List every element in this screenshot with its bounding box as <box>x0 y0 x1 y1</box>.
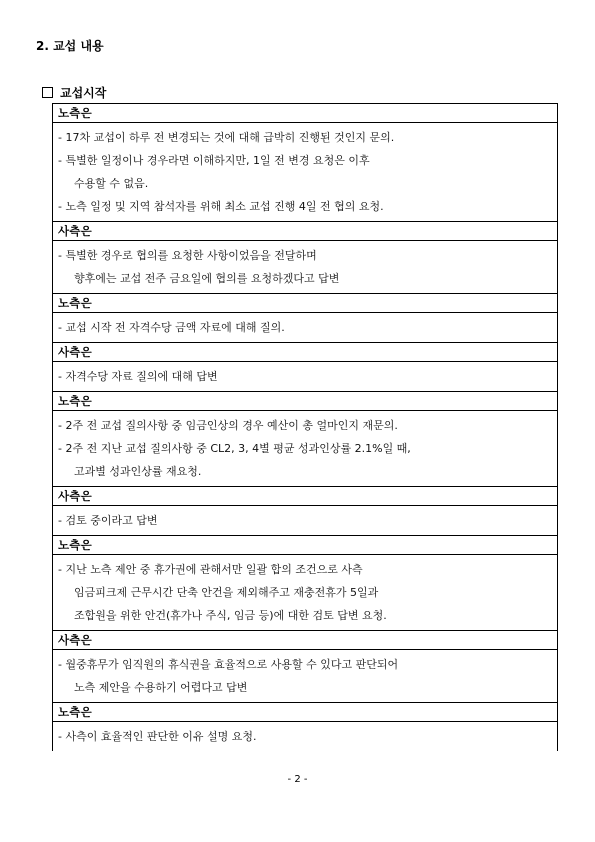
statement-body <box>53 362 557 392</box>
statement-line: - 자격수당 자료 질의에 대해 답변 <box>58 370 218 383</box>
statement-body <box>53 241 557 294</box>
statement-line: - 2주 전 교섭 질의사항 중 임금인상의 경우 예산이 총 얼마인지 재문의. <box>58 419 398 432</box>
statement-line: - 월중휴무가 임직원의 휴식권을 효율적으로 사용할 수 있다고 판단되어 <box>58 658 399 671</box>
speaker-header: 노측은 <box>53 392 557 411</box>
statement-body <box>53 650 557 703</box>
speaker-header: 노측은 <box>53 104 557 123</box>
statement-line: 노측 제안을 수용하기 어렵다고 답변 <box>74 681 248 694</box>
statement-line: 향후에는 교섭 전주 금요일에 협의를 요청하겠다고 답변 <box>74 272 340 285</box>
speaker-header: 노측은 <box>53 294 557 313</box>
speaker-header: 노측은 <box>53 536 557 555</box>
statement-body <box>53 722 557 751</box>
minutes-table <box>52 103 558 751</box>
statement-line: - 교섭 시작 전 자격수당 금액 자료에 대해 질의. <box>58 321 285 334</box>
statement-body <box>53 555 557 631</box>
subsection-title: 교섭시작 <box>60 86 107 100</box>
statement-body <box>53 506 557 536</box>
statement-line: 고과별 성과인상률 재요청. <box>74 465 202 478</box>
speaker-header: 사측은 <box>53 343 557 362</box>
statement-body <box>53 123 557 222</box>
statement-body <box>53 313 557 343</box>
speaker-header: 노측은 <box>53 703 557 722</box>
page-number: - 2 - <box>287 774 308 785</box>
statement-line: - 검토 중이라고 답변 <box>58 514 158 527</box>
statement-line: 조합원을 위한 안건(휴가나 주식, 임금 등)에 대한 검토 답변 요청. <box>74 609 387 622</box>
statement-line: - 특별한 경우로 협의를 요청한 사항이었음을 전달하며 <box>58 249 317 262</box>
speaker-header: 사측은 <box>53 487 557 506</box>
subsection-heading <box>42 84 106 101</box>
statement-body <box>53 411 557 487</box>
statement-line: - 특별한 일정이나 경우라면 이해하지만, 1일 전 변경 요청은 이후 <box>58 154 370 167</box>
statement-line: - 17차 교섭이 하루 전 변경되는 것에 대해 급박히 진행된 것인지 문의. <box>58 131 395 144</box>
statement-line: 수용할 수 없음. <box>74 177 149 190</box>
statement-line: 임금피크제 근무시간 단축 안건을 제외해주고 재충전휴가 5일과 <box>74 586 379 599</box>
speaker-header: 사측은 <box>53 631 557 650</box>
section-title: 2. 교섭 내용 <box>36 39 104 53</box>
speaker-header: 사측은 <box>53 222 557 241</box>
statement-line: - 지난 노측 제안 중 휴가권에 관해서만 일괄 합의 조건으로 사측 <box>58 563 363 576</box>
checkbox-icon <box>42 87 53 98</box>
statement-line: - 사측이 효율적인 판단한 이유 설명 요청. <box>58 730 257 743</box>
statement-line: - 2주 전 지난 교섭 질의사항 중 CL2, 3, 4별 평균 성과인상률 2.1%일 때, <box>58 442 411 455</box>
statement-line: - 노측 일정 및 지역 참석자를 위해 최소 교섭 진행 4일 전 협의 요청. <box>58 200 384 213</box>
